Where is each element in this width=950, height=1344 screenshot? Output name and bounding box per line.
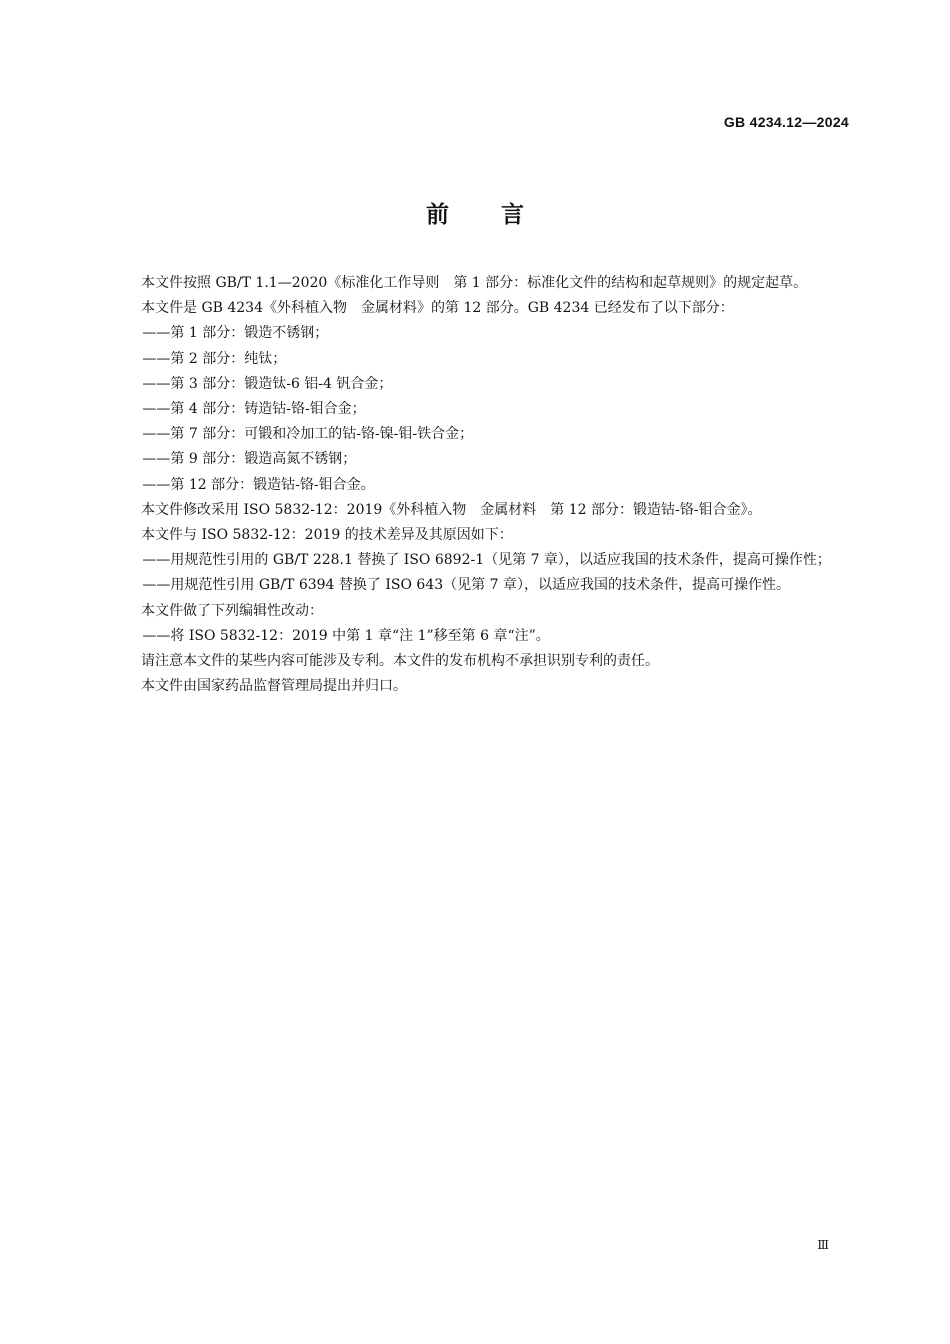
list-item: ——第 7 部分：可锻和冷加工的钴-铬-镍-钼-铁合金； [142, 426, 474, 443]
paragraph: 本文件做了下列编辑性改动： [141, 602, 323, 619]
paragraph: 本文件修改采用 ISO 5832-12：2019《外科植入物 金属材料 第 12 部分：锻造钴-铬-钼合金》。 [141, 501, 762, 518]
list-item: ——第 12 部分：锻造钴-铬-钼合金。 [142, 476, 375, 493]
list-item: ——第 3 部分：锻造钛-6 铝-4 钒合金； [142, 375, 393, 392]
paragraph: 本文件与 ISO 5832-12：2019 的技术差异及其原因如下： [141, 527, 513, 544]
list-item: ——第 2 部分：纯钛； [142, 350, 287, 367]
list-item: ——第 9 部分：锻造高氮不锈钢； [142, 451, 357, 468]
standard-number: GB 4234.12—2024 [723, 114, 849, 130]
document-body [113, 271, 850, 699]
paragraph: 本文件是 GB 4234《外科植入物 金属材料》的第 12 部分。GB 4234 已经发布了以下部分： [141, 300, 734, 317]
paragraph: 本文件按照 GB/T 1.1—2020《标准化工作导则 第 1 部分：标准化文件的结构和起草规则》的规定起草。 [141, 275, 808, 291]
paragraph: 请注意本文件的某些内容可能涉及专利。本文件的发布机构不承担识别专利的责任。 [141, 653, 659, 670]
list-item: ——用规范性引用的 GB/T 228.1 替换了 ISO 6892-1（见第 7 章），以适应我国的技术条件，提高可操作性； [142, 552, 831, 569]
list-item: ——第 1 部分：锻造不锈钢； [142, 325, 329, 342]
list-item: ——第 4 部分：铸造钴-铬-钼合金； [142, 401, 366, 418]
paragraph: 本文件由国家药品监督管理局提出并归口。 [141, 678, 407, 695]
page-title: 前言 [426, 202, 576, 228]
page-number: Ⅲ [817, 1238, 829, 1252]
list-item: ——将 ISO 5832-12：2019 中第 1 章“注 1”移至第 6 章“注”。 [142, 627, 550, 644]
list-item: ——用规范性引用 GB/T 6394 替换了 ISO 643（见第 7 章），以适应我国的技术条件，提高可操作性。 [142, 577, 790, 594]
